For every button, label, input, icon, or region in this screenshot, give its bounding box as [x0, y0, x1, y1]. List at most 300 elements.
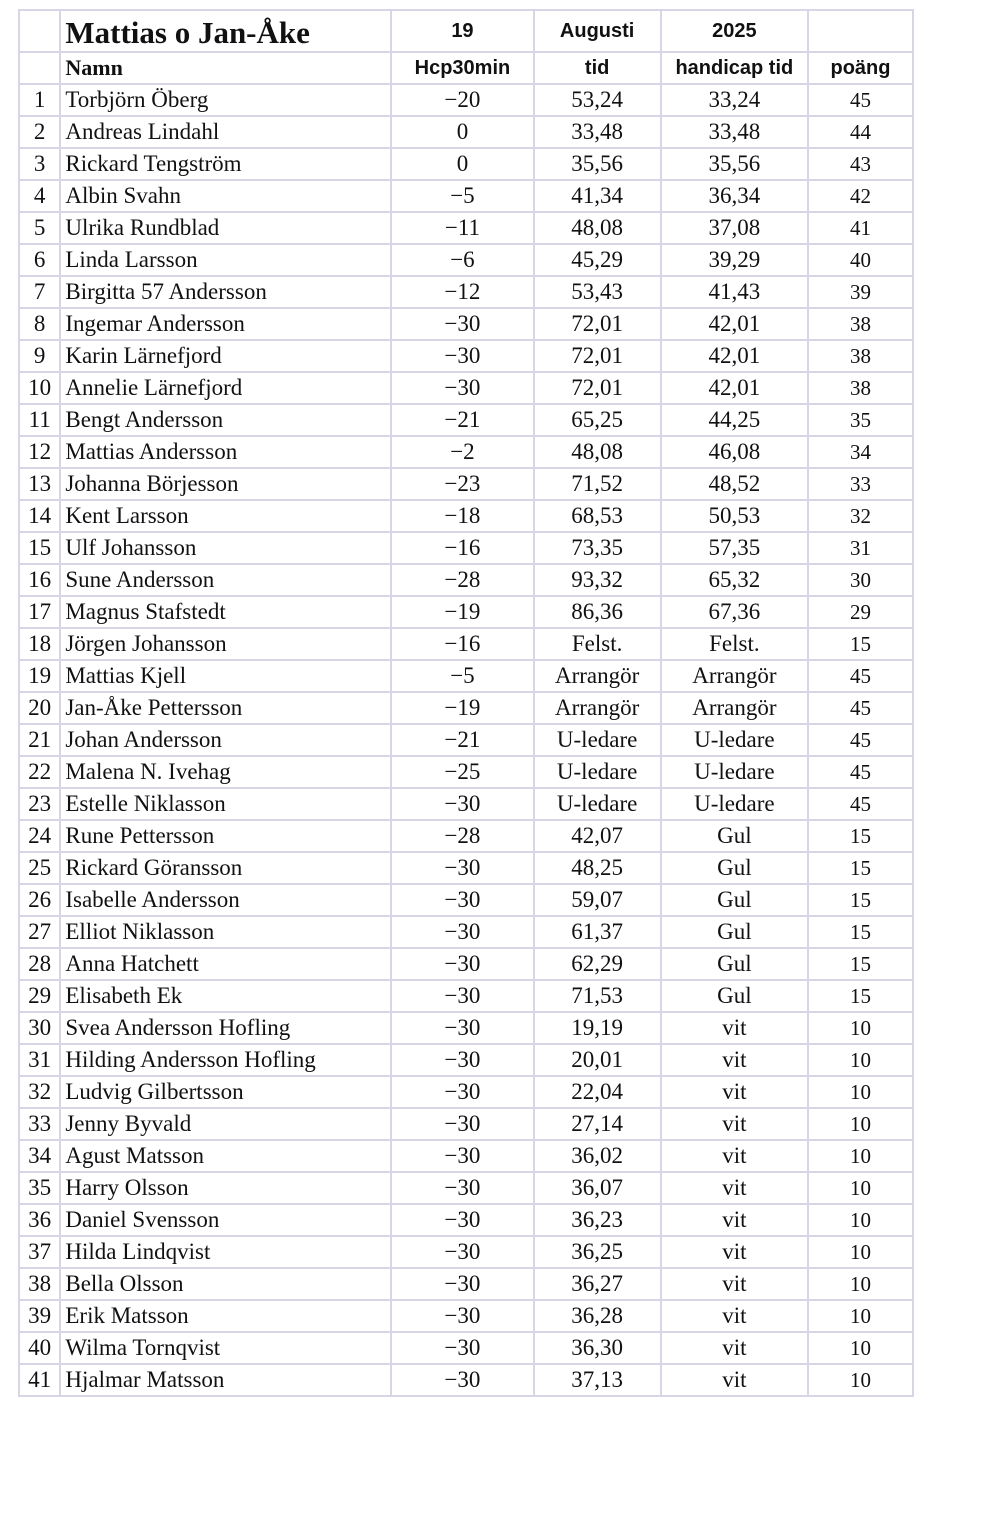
- points-value: 44: [808, 116, 913, 148]
- points-value: 29: [808, 596, 913, 628]
- handicap-time-value: 41,43: [661, 276, 808, 308]
- row-number: 7: [19, 276, 60, 308]
- title-row: [19, 10, 913, 52]
- participant-name: Birgitta 57 Andersson: [60, 276, 391, 308]
- handicap-value: −21: [391, 724, 533, 756]
- handicap-value: −11: [391, 212, 533, 244]
- time-value: 20,01: [534, 1044, 661, 1076]
- participant-name: Hilding Andersson Hofling: [60, 1044, 391, 1076]
- row-number: 41: [19, 1364, 60, 1396]
- points-value: 10: [808, 1204, 913, 1236]
- points-value: 15: [808, 628, 913, 660]
- table-row: [19, 820, 913, 852]
- participant-name: Jan-Åke Pettersson: [60, 692, 391, 724]
- handicap-time-value: 33,48: [661, 116, 808, 148]
- handicap-time-value: 33,24: [661, 84, 808, 116]
- table-row: [19, 660, 913, 692]
- handicap-value: −19: [391, 692, 533, 724]
- points-value: 38: [808, 372, 913, 404]
- handicap-value: 0: [391, 116, 533, 148]
- points-value: 39: [808, 276, 913, 308]
- table-row: [19, 916, 913, 948]
- participant-name: Svea Andersson Hofling: [60, 1012, 391, 1044]
- row-number: 22: [19, 756, 60, 788]
- row-number: 18: [19, 628, 60, 660]
- handicap-time-value: 44,25: [661, 404, 808, 436]
- time-value: 19,19: [534, 1012, 661, 1044]
- time-value: 36,07: [534, 1172, 661, 1204]
- handicap-time-value: Arrangör: [661, 660, 808, 692]
- participant-name: Wilma Tornqvist: [60, 1332, 391, 1364]
- row-number: 4: [19, 180, 60, 212]
- time-value: 73,35: [534, 532, 661, 564]
- row-number: 17: [19, 596, 60, 628]
- handicap-time-value: 46,08: [661, 436, 808, 468]
- time-value: 72,01: [534, 340, 661, 372]
- row-number: 11: [19, 404, 60, 436]
- handicap-value: −30: [391, 980, 533, 1012]
- handicap-time-value: U-ledare: [661, 724, 808, 756]
- participant-name: Ludvig Gilbertsson: [60, 1076, 391, 1108]
- handicap-time-value: 36,34: [661, 180, 808, 212]
- header-blank: [808, 10, 913, 52]
- table-row: [19, 628, 913, 660]
- header-hcp: Hcp30min: [391, 52, 533, 84]
- row-number: 25: [19, 852, 60, 884]
- table-row: [19, 276, 913, 308]
- points-value: 45: [808, 756, 913, 788]
- points-value: 45: [808, 84, 913, 116]
- row-number: 29: [19, 980, 60, 1012]
- time-value: 48,08: [534, 436, 661, 468]
- points-value: 34: [808, 436, 913, 468]
- table-row: [19, 468, 913, 500]
- handicap-value: −6: [391, 244, 533, 276]
- participant-name: Jörgen Johansson: [60, 628, 391, 660]
- time-value: 41,34: [534, 180, 661, 212]
- results-table: [18, 9, 914, 1397]
- handicap-time-value: U-ledare: [661, 788, 808, 820]
- table-row: [19, 1140, 913, 1172]
- handicap-value: −18: [391, 500, 533, 532]
- handicap-time-value: 50,53: [661, 500, 808, 532]
- table-row: [19, 1044, 913, 1076]
- row-number: 3: [19, 148, 60, 180]
- time-value: 53,43: [534, 276, 661, 308]
- handicap-time-value: U-ledare: [661, 756, 808, 788]
- points-value: 45: [808, 660, 913, 692]
- row-number: 35: [19, 1172, 60, 1204]
- handicap-time-value: Arrangör: [661, 692, 808, 724]
- handicap-value: −28: [391, 820, 533, 852]
- handicap-value: −23: [391, 468, 533, 500]
- row-number: 32: [19, 1076, 60, 1108]
- row-number: 40: [19, 1332, 60, 1364]
- handicap-value: −16: [391, 532, 533, 564]
- participant-name: Harry Olsson: [60, 1172, 391, 1204]
- handicap-value: −30: [391, 1332, 533, 1364]
- participant-name: Hjalmar Matsson: [60, 1364, 391, 1396]
- table-row: [19, 212, 913, 244]
- participant-name: Rune Pettersson: [60, 820, 391, 852]
- header-name: Namn: [60, 52, 391, 84]
- row-number: 36: [19, 1204, 60, 1236]
- handicap-time-value: vit: [661, 1012, 808, 1044]
- time-value: 48,08: [534, 212, 661, 244]
- time-value: U-ledare: [534, 724, 661, 756]
- time-value: 48,25: [534, 852, 661, 884]
- handicap-time-value: Gul: [661, 948, 808, 980]
- table-row: [19, 1204, 913, 1236]
- table-row: [19, 1364, 913, 1396]
- participant-name: Estelle Niklasson: [60, 788, 391, 820]
- table-row: [19, 1236, 913, 1268]
- row-number: 23: [19, 788, 60, 820]
- points-value: 10: [808, 1300, 913, 1332]
- points-value: 35: [808, 404, 913, 436]
- handicap-time-value: vit: [661, 1364, 808, 1396]
- points-value: 45: [808, 724, 913, 756]
- time-value: 71,53: [534, 980, 661, 1012]
- points-value: 10: [808, 1364, 913, 1396]
- time-value: U-ledare: [534, 756, 661, 788]
- handicap-time-value: Felst.: [661, 628, 808, 660]
- time-value: 36,25: [534, 1236, 661, 1268]
- handicap-value: −2: [391, 436, 533, 468]
- handicap-value: −21: [391, 404, 533, 436]
- row-number: 37: [19, 1236, 60, 1268]
- participant-name: Albin Svahn: [60, 180, 391, 212]
- row-number: 20: [19, 692, 60, 724]
- handicap-time-value: vit: [661, 1140, 808, 1172]
- time-value: 35,56: [534, 148, 661, 180]
- participant-name: Elliot Niklasson: [60, 916, 391, 948]
- time-value: Arrangör: [534, 660, 661, 692]
- table-row: [19, 564, 913, 596]
- time-value: 36,28: [534, 1300, 661, 1332]
- row-number: 16: [19, 564, 60, 596]
- participant-name: Malena N. Ivehag: [60, 756, 391, 788]
- table-row: [19, 180, 913, 212]
- handicap-time-value: Gul: [661, 820, 808, 852]
- handicap-value: −30: [391, 1300, 533, 1332]
- handicap-time-value: Gul: [661, 852, 808, 884]
- participant-name: Mattias Andersson: [60, 436, 391, 468]
- time-value: 72,01: [534, 308, 661, 340]
- points-value: 45: [808, 788, 913, 820]
- row-number: 12: [19, 436, 60, 468]
- time-value: 61,37: [534, 916, 661, 948]
- handicap-time-value: vit: [661, 1332, 808, 1364]
- handicap-time-value: vit: [661, 1076, 808, 1108]
- points-value: 15: [808, 884, 913, 916]
- handicap-time-value: 42,01: [661, 372, 808, 404]
- participant-name: Sune Andersson: [60, 564, 391, 596]
- participant-name: Andreas Lindahl: [60, 116, 391, 148]
- table-row: [19, 308, 913, 340]
- header-tid: tid: [534, 52, 661, 84]
- points-value: 10: [808, 1044, 913, 1076]
- row-number: 24: [19, 820, 60, 852]
- participant-name: Johanna Börjesson: [60, 468, 391, 500]
- table-row: [19, 1332, 913, 1364]
- points-value: 32: [808, 500, 913, 532]
- handicap-time-value: 65,32: [661, 564, 808, 596]
- points-value: 15: [808, 948, 913, 980]
- row-number: 28: [19, 948, 60, 980]
- handicap-time-value: vit: [661, 1108, 808, 1140]
- participant-name: Bella Olsson: [60, 1268, 391, 1300]
- handicap-value: −30: [391, 1012, 533, 1044]
- participant-name: Bengt Andersson: [60, 404, 391, 436]
- header-points: poäng: [808, 52, 913, 84]
- handicap-time-value: vit: [661, 1204, 808, 1236]
- row-number: 2: [19, 116, 60, 148]
- handicap-value: −19: [391, 596, 533, 628]
- table-row: [19, 1012, 913, 1044]
- points-value: 10: [808, 1012, 913, 1044]
- time-value: 59,07: [534, 884, 661, 916]
- handicap-value: −30: [391, 884, 533, 916]
- handicap-time-value: 35,56: [661, 148, 808, 180]
- participant-name: Daniel Svensson: [60, 1204, 391, 1236]
- row-number: 31: [19, 1044, 60, 1076]
- table-row: [19, 1300, 913, 1332]
- table-row: [19, 852, 913, 884]
- points-value: 45: [808, 692, 913, 724]
- row-number: 15: [19, 532, 60, 564]
- time-value: 86,36: [534, 596, 661, 628]
- points-value: 33: [808, 468, 913, 500]
- handicap-value: −30: [391, 788, 533, 820]
- points-value: 31: [808, 532, 913, 564]
- time-value: 93,32: [534, 564, 661, 596]
- time-value: 45,29: [534, 244, 661, 276]
- handicap-value: −30: [391, 1236, 533, 1268]
- handicap-time-value: 39,29: [661, 244, 808, 276]
- handicap-time-value: Gul: [661, 980, 808, 1012]
- handicap-value: −30: [391, 948, 533, 980]
- participant-name: Ingemar Andersson: [60, 308, 391, 340]
- handicap-value: −5: [391, 180, 533, 212]
- row-number: 21: [19, 724, 60, 756]
- participant-name: Torbjörn Öberg: [60, 84, 391, 116]
- handicap-time-value: vit: [661, 1300, 808, 1332]
- time-value: 27,14: [534, 1108, 661, 1140]
- points-value: 10: [808, 1332, 913, 1364]
- row-number: 19: [19, 660, 60, 692]
- handicap-time-value: 57,35: [661, 532, 808, 564]
- row-number: 6: [19, 244, 60, 276]
- points-value: 38: [808, 308, 913, 340]
- handicap-value: −30: [391, 340, 533, 372]
- points-value: 10: [808, 1108, 913, 1140]
- header-num-blank: [19, 52, 60, 84]
- header-handicap-tid: handicap tid: [661, 52, 808, 84]
- table-row: [19, 596, 913, 628]
- handicap-value: −30: [391, 308, 533, 340]
- participant-name: Annelie Lärnefjord: [60, 372, 391, 404]
- time-value: 71,52: [534, 468, 661, 500]
- handicap-value: −25: [391, 756, 533, 788]
- participant-name: Kent Larsson: [60, 500, 391, 532]
- participant-name: Linda Larsson: [60, 244, 391, 276]
- participant-name: Elisabeth Ek: [60, 980, 391, 1012]
- corner-cell: [19, 10, 60, 52]
- participant-name: Magnus Stafstedt: [60, 596, 391, 628]
- handicap-time-value: 37,08: [661, 212, 808, 244]
- handicap-value: −28: [391, 564, 533, 596]
- table-row: [19, 84, 913, 116]
- table-row: [19, 372, 913, 404]
- time-value: 36,27: [534, 1268, 661, 1300]
- participant-name: Jenny Byvald: [60, 1108, 391, 1140]
- points-value: 10: [808, 1076, 913, 1108]
- time-value: Felst.: [534, 628, 661, 660]
- handicap-value: −30: [391, 916, 533, 948]
- handicap-value: −30: [391, 852, 533, 884]
- participant-name: Rickard Tengström: [60, 148, 391, 180]
- handicap-value: −30: [391, 1268, 533, 1300]
- points-value: 10: [808, 1268, 913, 1300]
- points-value: 10: [808, 1140, 913, 1172]
- handicap-value: −5: [391, 660, 533, 692]
- points-value: 15: [808, 820, 913, 852]
- handicap-time-value: 67,36: [661, 596, 808, 628]
- participant-name: Ulf Johansson: [60, 532, 391, 564]
- row-number: 30: [19, 1012, 60, 1044]
- row-number: 5: [19, 212, 60, 244]
- handicap-value: −30: [391, 1204, 533, 1236]
- handicap-value: −30: [391, 1108, 533, 1140]
- participant-name: Agust Matsson: [60, 1140, 391, 1172]
- time-value: 22,04: [534, 1076, 661, 1108]
- time-value: 36,02: [534, 1140, 661, 1172]
- header-year: 2025: [661, 10, 808, 52]
- handicap-time-value: vit: [661, 1268, 808, 1300]
- time-value: U-ledare: [534, 788, 661, 820]
- table-row: [19, 884, 913, 916]
- handicap-value: −30: [391, 1172, 533, 1204]
- table-row: [19, 1076, 913, 1108]
- points-value: 30: [808, 564, 913, 596]
- points-value: 42: [808, 180, 913, 212]
- row-number: 34: [19, 1140, 60, 1172]
- points-value: 10: [808, 1172, 913, 1204]
- participant-name: Erik Matsson: [60, 1300, 391, 1332]
- row-number: 1: [19, 84, 60, 116]
- points-value: 38: [808, 340, 913, 372]
- participant-name: Karin Lärnefjord: [60, 340, 391, 372]
- points-value: 10: [808, 1236, 913, 1268]
- column-header-row: [19, 52, 913, 84]
- time-value: 36,23: [534, 1204, 661, 1236]
- time-value: 72,01: [534, 372, 661, 404]
- header-day: 19: [391, 10, 533, 52]
- handicap-time-value: 42,01: [661, 308, 808, 340]
- handicap-value: −16: [391, 628, 533, 660]
- handicap-value: −30: [391, 372, 533, 404]
- row-number: 38: [19, 1268, 60, 1300]
- row-number: 13: [19, 468, 60, 500]
- handicap-time-value: 42,01: [661, 340, 808, 372]
- table-row: [19, 436, 913, 468]
- handicap-time-value: vit: [661, 1236, 808, 1268]
- table-row: [19, 724, 913, 756]
- header-month: Augusti: [534, 10, 661, 52]
- table-row: [19, 148, 913, 180]
- points-value: 15: [808, 980, 913, 1012]
- table-row: [19, 692, 913, 724]
- handicap-time-value: Gul: [661, 916, 808, 948]
- handicap-value: −12: [391, 276, 533, 308]
- handicap-value: −30: [391, 1364, 533, 1396]
- table-row: [19, 756, 913, 788]
- time-value: 65,25: [534, 404, 661, 436]
- handicap-value: −30: [391, 1140, 533, 1172]
- table-row: [19, 948, 913, 980]
- handicap-value: −30: [391, 1044, 533, 1076]
- time-value: Arrangör: [534, 692, 661, 724]
- row-number: 8: [19, 308, 60, 340]
- handicap-value: −20: [391, 84, 533, 116]
- time-value: 36,30: [534, 1332, 661, 1364]
- row-number: 27: [19, 916, 60, 948]
- participant-name: Isabelle Andersson: [60, 884, 391, 916]
- sheet-title: Mattias o Jan-Åke: [60, 10, 391, 52]
- table-row: [19, 500, 913, 532]
- handicap-time-value: Gul: [661, 884, 808, 916]
- points-value: 15: [808, 852, 913, 884]
- time-value: 53,24: [534, 84, 661, 116]
- time-value: 42,07: [534, 820, 661, 852]
- table-row: [19, 244, 913, 276]
- table-row: [19, 532, 913, 564]
- points-value: 43: [808, 148, 913, 180]
- row-number: 10: [19, 372, 60, 404]
- participant-name: Ulrika Rundblad: [60, 212, 391, 244]
- table-row: [19, 1108, 913, 1140]
- handicap-value: −30: [391, 1076, 533, 1108]
- row-number: 26: [19, 884, 60, 916]
- handicap-time-value: 48,52: [661, 468, 808, 500]
- time-value: 68,53: [534, 500, 661, 532]
- row-number: 14: [19, 500, 60, 532]
- handicap-value: 0: [391, 148, 533, 180]
- points-value: 15: [808, 916, 913, 948]
- time-value: 62,29: [534, 948, 661, 980]
- row-number: 39: [19, 1300, 60, 1332]
- table-row: [19, 404, 913, 436]
- table-row: [19, 980, 913, 1012]
- participant-name: Hilda Lindqvist: [60, 1236, 391, 1268]
- participant-name: Johan Andersson: [60, 724, 391, 756]
- table-row: [19, 340, 913, 372]
- participant-name: Mattias Kjell: [60, 660, 391, 692]
- handicap-time-value: vit: [661, 1172, 808, 1204]
- table-row: [19, 788, 913, 820]
- row-number: 9: [19, 340, 60, 372]
- points-value: 41: [808, 212, 913, 244]
- time-value: 37,13: [534, 1364, 661, 1396]
- points-value: 40: [808, 244, 913, 276]
- table-row: [19, 1268, 913, 1300]
- table-row: [19, 116, 913, 148]
- row-number: 33: [19, 1108, 60, 1140]
- participant-name: Anna Hatchett: [60, 948, 391, 980]
- participant-name: Rickard Göransson: [60, 852, 391, 884]
- handicap-time-value: vit: [661, 1044, 808, 1076]
